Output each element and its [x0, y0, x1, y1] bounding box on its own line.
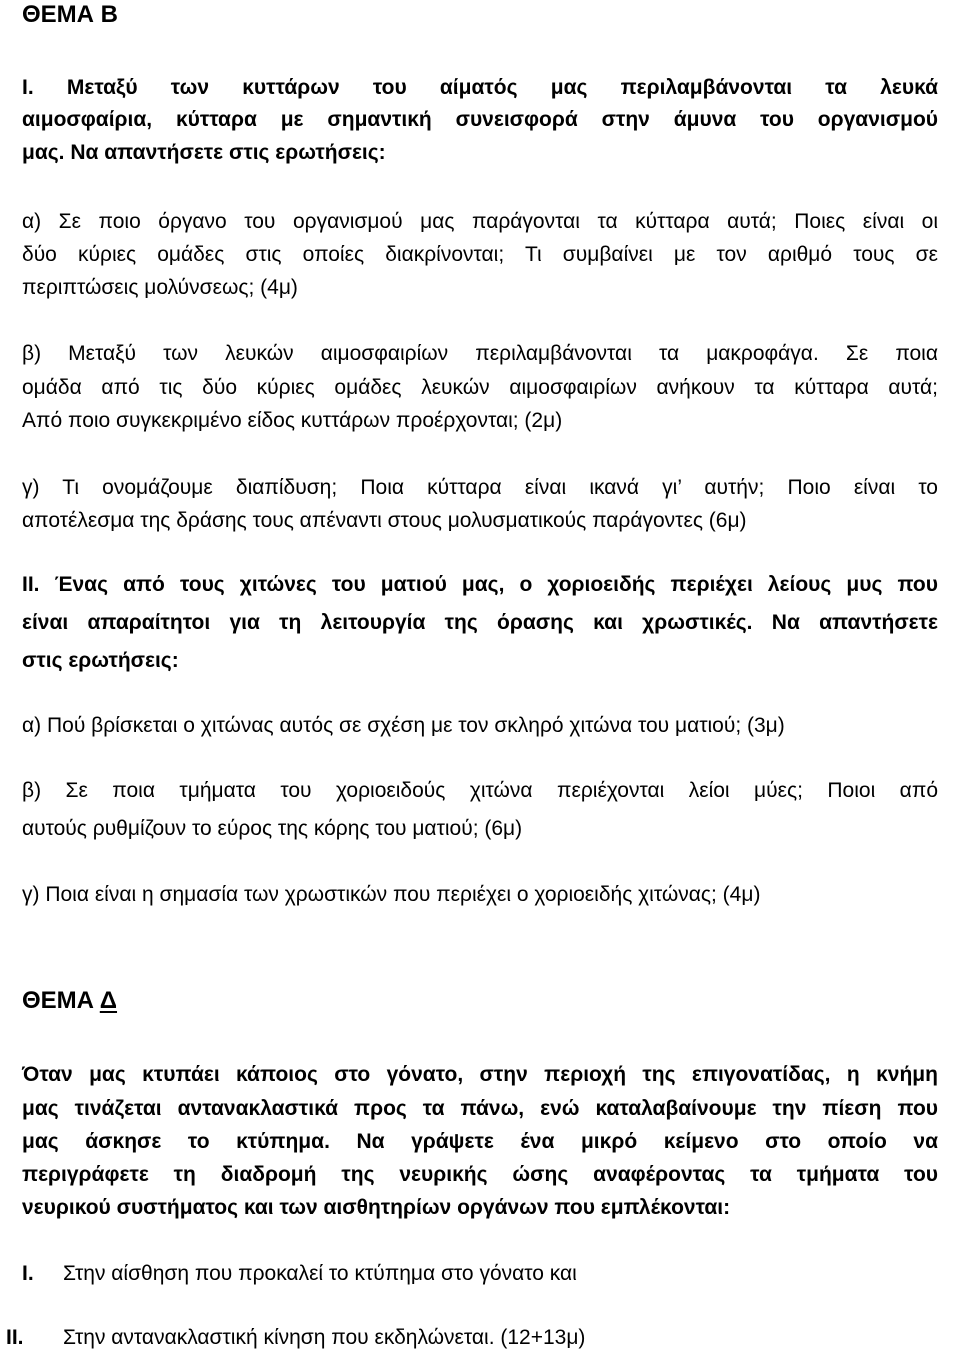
- part1-intro-line-1: Ι. Μεταξύ των κυττάρων του αίματός μας περιλαμβάνονται τα λευκά: [22, 76, 938, 99]
- part1-question-a-line-1: α) Σε ποιο όργανο του οργανισμού μας παράγονται τα κύτταρα αυτά; Ποιες είναι οι: [22, 210, 938, 233]
- theme-d-intro-line-3: μας άσκησε το κτύπημα. Να γράψετε ένα μικρό κείμενο στο οποίο να: [22, 1130, 938, 1153]
- part1-question-b-line-2: ομάδα από τις δύο κύριες ομάδες λευκών αιμοσφαιρίων ανήκουν τα κύτταρα αυτά;: [22, 376, 938, 399]
- theme-d-intro-line-1: Όταν μας κτυπάει κάποιος στο γόνατο, στην περιοχή της επιγονατίδας, η κνήμη: [22, 1063, 938, 1086]
- part2-question-b-line-1: β) Σε ποια τμήματα του χοριοειδούς χιτώνα περιέχονται λείοι μύες; Ποιοι από: [22, 779, 938, 802]
- theme-d-item-1-number: I.: [22, 1262, 34, 1285]
- theme-d-intro-line-2: μας τινάζεται αντανακλαστικά προς τα πάνω, ενώ καταλαβαίνουμε την πίεση που: [22, 1097, 938, 1120]
- theme-d-item-1-text: Στην αίσθηση που προκαλεί το κτύπημα στο γόνατο και: [63, 1262, 577, 1285]
- theme-d-item-2-number: II.: [6, 1326, 24, 1349]
- part2-intro-line-3: στις ερωτήσεις:: [22, 649, 179, 672]
- part1-intro-line-2: αιμοσφαίρια, κύτταρα με σημαντική συνεισφορά στην άμυνα του οργανισμού: [22, 108, 938, 131]
- part2-question-b-line-2: αυτούς ρυθμίζουν το εύρος της κόρης του ματιού; (6μ): [22, 817, 523, 840]
- part1-question-c-line-1: γ) Τι ονομάζουμε διαπίδυση; Ποια κύτταρα είναι ικανά γι’ αυτήν; Ποιο είναι το: [22, 476, 938, 499]
- part1-question-b-line-1: β) Μεταξύ των λευκών αιμοσφαιρίων περιλαμβάνονται τα μακροφάγα. Σε ποια: [22, 342, 938, 365]
- theme-d-heading-prefix: ΘΕΜΑ: [22, 987, 100, 1014]
- part1-question-b-line-3: Από ποιο συγκεκριμένο είδος κυττάρων προέρχονται; (2μ): [22, 409, 563, 432]
- part2-intro-line-1: ΙΙ. Ένας από τους χιτώνες του ματιού μας, ο χοριοειδής περιέχει λείους μυς που: [22, 573, 938, 596]
- theme-d-heading: [22, 986, 117, 1016]
- part1-question-a-line-2: δύο κύριες ομάδες στις οποίες διακρίνονται; Τι συμβαίνει με τον αριθμό τους σε: [22, 243, 938, 266]
- theme-d-intro-line-5: νευρικού συστήματος και των αισθητηρίων οργάνων που εμπλέκονται:: [22, 1196, 731, 1219]
- part1-question-a-line-3: περιπτώσεις μολύνσεως; (4μ): [22, 276, 298, 299]
- part2-question-c-line-1: γ) Ποια είναι η σημασία των χρωστικών που περιέχει ο χοριοειδής χιτώνας; (4μ): [22, 883, 761, 906]
- part1-intro-line-3: μας. Να απαντήσετε στις ερωτήσεις:: [22, 141, 386, 164]
- part2-intro-line-2: είναι απαραίτητοι για τη λειτουργία της όρασης και χρωστικές. Να απαντήσετε: [22, 611, 938, 634]
- theme-d-item-2-text: Στην αντανακλαστική κίνηση που εκδηλώνεται. (12+13μ): [63, 1326, 586, 1349]
- theme-d-heading-delta: Δ: [99, 987, 118, 1014]
- theme-b-heading: ΘΕΜΑ Β: [22, 1, 118, 28]
- part1-question-c-line-2: αποτέλεσμα της δράσης τους απέναντι στους μολυσματικούς παράγοντες (6μ): [22, 509, 747, 532]
- theme-d-intro-line-4: περιγράφετε τη διαδρομή της νευρικής ώσης αναφέροντας τα τμήματα του: [22, 1163, 938, 1186]
- part2-question-a-line-1: α) Πού βρίσκεται ο χιτώνας αυτός σε σχέση με τον σκληρό χιτώνα του ματιού; (3μ): [22, 714, 785, 737]
